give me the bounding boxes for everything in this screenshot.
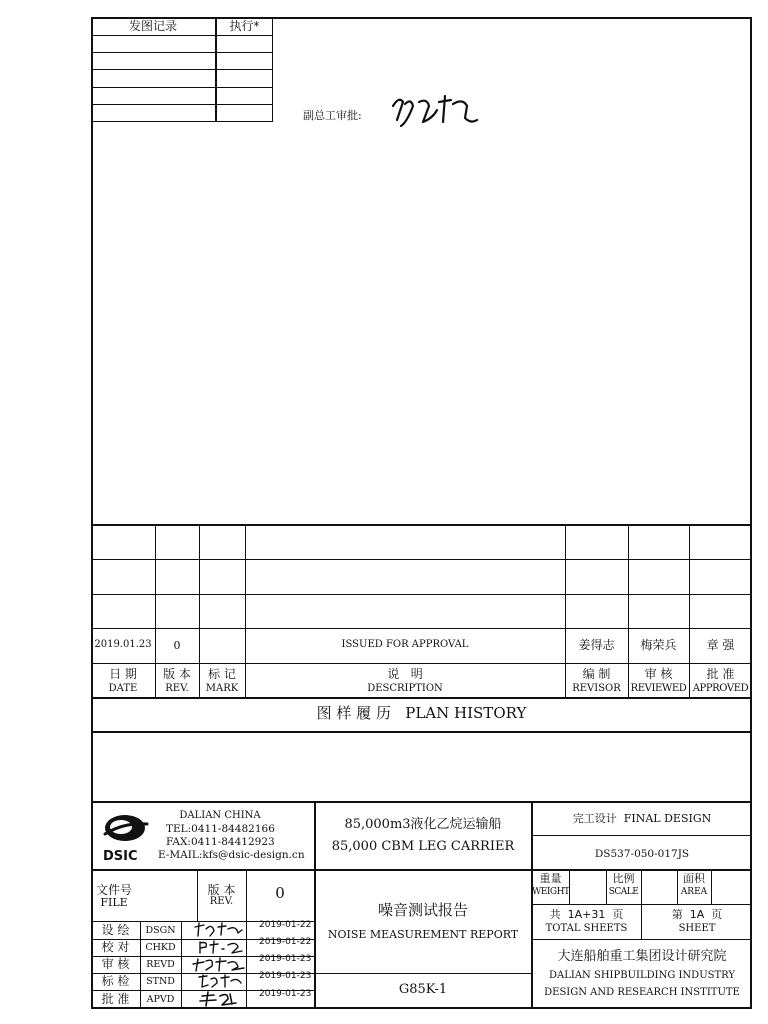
company-email: E-MAIL:kfs@dsic-design.cn: [158, 849, 305, 861]
scale-label-cn: 比例: [612, 872, 635, 885]
weight-label-cn: 重量: [539, 872, 562, 885]
execute-header: 执行*: [229, 19, 260, 33]
company-city: DALIAN CHINA: [179, 810, 261, 821]
approval-signature: [385, 92, 480, 132]
signoff-role-en: DSGN: [145, 925, 176, 936]
history-rev: 0: [173, 639, 181, 652]
document-title-en: NOISE MEASUREMENT REPORT: [327, 928, 519, 941]
sheet-label-en: SHEET: [678, 923, 716, 934]
signoff-role-cn: 标 检: [101, 974, 130, 988]
header-rev-en: REV.: [165, 683, 189, 694]
document-code: G85K-1: [398, 982, 448, 997]
company-tel: TEL:0411-84482166: [166, 823, 275, 835]
header-mark-cn: 标 记: [208, 667, 236, 681]
institute-name-en-2: DESIGN AND RESEARCH INSTITUTE: [544, 987, 740, 998]
document-title-cn: 噪音测试报告: [377, 901, 468, 919]
drawing-number: DS537-050-017JS: [594, 848, 690, 860]
signoff-date: 2019-01-22: [259, 920, 312, 930]
history-description: ISSUED FOR APPROVAL: [341, 639, 469, 650]
dsic-logo-icon: [99, 812, 151, 848]
signoff-role-cn: 设 绘: [101, 923, 130, 937]
vessel-name-en: 85,000 CBM LEG CARRIER: [331, 839, 515, 854]
signature-chkd: [196, 939, 246, 956]
header-revisor-en: REVISOR: [572, 683, 621, 694]
sheet-number-cn: 第 1A 页: [671, 908, 723, 921]
header-desc-en: DESCRIPTION: [367, 683, 443, 694]
signoff-role-en: STND: [146, 976, 175, 987]
signature-revd: [190, 956, 246, 973]
weight-label-en: WEIGHT: [532, 887, 570, 897]
history-date: 2019.01.23: [94, 639, 152, 650]
header-date-en: DATE: [108, 683, 138, 694]
header-approved-cn: 批 准: [706, 667, 735, 681]
signoff-role-en: APVD: [146, 994, 175, 1005]
header-rev-cn: 版 本: [163, 667, 191, 681]
signature-dsgn: [192, 921, 244, 939]
approval-note: 副总工审批:: [303, 109, 362, 122]
rev-label-cn: 版 本: [207, 883, 236, 897]
signature-stnd: [195, 973, 245, 990]
institute-name-cn: 大连船舶重工集团设计研究院: [557, 949, 727, 964]
vessel-name-cn: 85,000m3液化乙烷运输船: [344, 817, 502, 832]
signoff-date: 2019-01-22: [259, 937, 312, 947]
signoff-role-en: CHKD: [145, 942, 176, 953]
file-label-en: FILE: [100, 896, 128, 909]
file-label-cn: 文件号: [95, 883, 132, 897]
header-approved-en: APPROVED: [692, 683, 749, 694]
signoff-date: 2019-01-23: [259, 971, 312, 981]
plan-history-title: 图 样 履 历 PLAN HISTORY: [316, 704, 527, 722]
company-fax: FAX:0411-84412923: [166, 836, 275, 848]
scale-label-en: SCALE: [608, 887, 639, 897]
header-revisor-cn: 编 制: [582, 667, 611, 681]
signoff-date: 2019-01-23: [259, 954, 312, 964]
total-sheets-en: TOTAL SHEETS: [545, 923, 628, 934]
institute-name-en-1: DALIAN SHIPBUILDING INDUSTRY: [549, 970, 735, 981]
signoff-role-cn: 批 准: [101, 992, 130, 1006]
area-label-en: AREA: [680, 887, 708, 897]
history-revisor: 姜得志: [578, 638, 615, 652]
rev-label-en: REV.: [209, 896, 234, 907]
signoff-role-en: REVD: [146, 959, 175, 970]
signoff-role-cn: 校 对: [101, 940, 130, 954]
header-reviewed-cn: 审 核: [644, 667, 673, 681]
history-reviewed: 梅荣兵: [640, 638, 677, 652]
area-label-cn: 面积: [683, 872, 705, 885]
total-sheets-cn: 共 1A+31 页: [549, 908, 624, 921]
header-date-cn: 日 期: [109, 667, 137, 681]
header-desc-cn: 说 明: [387, 667, 423, 681]
header-mark-en: MARK: [205, 683, 239, 694]
signature-apvd: [198, 990, 242, 1008]
header-reviewed-en: REVIEWED: [630, 683, 687, 694]
logo-text: DSIC: [103, 849, 138, 864]
history-approved: 章 强: [706, 638, 735, 652]
signoff-date: 2019-01-23: [259, 989, 312, 999]
issue-record-header: 发图记录: [128, 19, 177, 33]
rev-value: 0: [275, 884, 285, 902]
signoff-role-cn: 审 核: [101, 957, 130, 971]
design-stage: 完工设计 FINAL DESIGN: [572, 812, 712, 825]
